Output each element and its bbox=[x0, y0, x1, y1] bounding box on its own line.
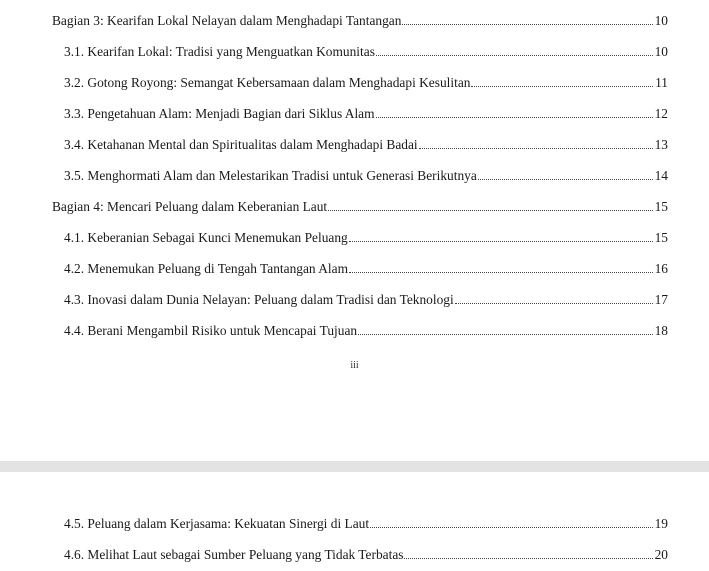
toc-entry-3-4[interactable] bbox=[64, 137, 668, 153]
toc-leader-dots bbox=[328, 210, 652, 211]
toc-entry-page: 12 bbox=[654, 106, 668, 121]
toc-leader-dots bbox=[471, 86, 653, 87]
toc-leader-dots bbox=[455, 303, 653, 304]
toc-entry-title: 3.5. Menghormati Alam dan Melestarikan Tradisi untuk Generasi Berikutnya bbox=[64, 168, 477, 183]
toc-entry-4-5[interactable] bbox=[64, 516, 668, 532]
page-number: iii bbox=[350, 360, 359, 371]
toc-leader-dots bbox=[358, 334, 653, 335]
toc-entry-page: 13 bbox=[654, 137, 668, 152]
toc-leader-dots bbox=[478, 179, 653, 180]
toc-page-bottom bbox=[0, 472, 709, 571]
toc-entry-title: 3.1. Kearifan Lokal: Tradisi yang Menguatkan Komunitas bbox=[64, 44, 375, 59]
toc-leader-dots bbox=[419, 148, 653, 149]
toc-leader-dots bbox=[404, 558, 652, 559]
toc-leader-dots bbox=[376, 55, 653, 56]
toc-entry-title: 4.4. Berani Mengambil Risiko untuk Mencapai Tujuan bbox=[64, 323, 358, 338]
toc-entry-3-1[interactable] bbox=[64, 44, 668, 60]
toc-entry-title: 4.5. Peluang dalam Kerjasama: Kekuatan Sinergi di Laut bbox=[64, 516, 370, 531]
toc-entry-4-6[interactable] bbox=[64, 547, 668, 563]
toc-entry-bagian-3[interactable] bbox=[52, 13, 668, 29]
toc-entry-4-3[interactable] bbox=[64, 292, 668, 308]
toc-entry-page: 15 bbox=[654, 199, 668, 214]
toc-leader-dots bbox=[402, 24, 652, 25]
toc-entry-page: 20 bbox=[654, 547, 668, 562]
toc-leader-dots bbox=[349, 272, 653, 273]
toc-entry-page: 16 bbox=[654, 261, 668, 276]
toc-entry-page: 15 bbox=[654, 230, 668, 245]
toc-leader-dots bbox=[376, 117, 653, 118]
toc-entry-bagian-4[interactable] bbox=[52, 199, 668, 215]
toc-entry-title: 4.2. Menemukan Peluang di Tengah Tantangan Alam bbox=[64, 261, 348, 276]
toc-entry-3-3[interactable] bbox=[64, 106, 668, 122]
toc-entry-3-2[interactable] bbox=[64, 75, 668, 91]
toc-entry-title: Bagian 3: Kearifan Lokal Nelayan dalam Menghadapi Tantangan bbox=[52, 13, 402, 28]
toc-entry-page: 10 bbox=[654, 13, 668, 28]
toc-entry-3-5[interactable] bbox=[64, 168, 668, 184]
toc-entry-title: 3.2. Gotong Royong: Semangat Kebersamaan dalam Menghadapi Kesulitan bbox=[64, 75, 471, 90]
page-separator bbox=[0, 461, 709, 472]
toc-entry-page: 10 bbox=[654, 44, 668, 59]
toc-entry-4-2[interactable] bbox=[64, 261, 668, 277]
toc-entry-page: 18 bbox=[654, 323, 668, 338]
toc-entry-title: Bagian 4: Mencari Peluang dalam Keberanian Laut bbox=[52, 199, 328, 214]
toc-leader-dots bbox=[370, 527, 653, 528]
toc-entry-page: 14 bbox=[654, 168, 668, 183]
toc-entry-page: 17 bbox=[654, 292, 668, 307]
toc-entry-title: 3.3. Pengetahuan Alam: Menjadi Bagian dari Siklus Alam bbox=[64, 106, 375, 121]
toc-entry-4-1[interactable] bbox=[64, 230, 668, 246]
toc-leader-dots bbox=[349, 241, 653, 242]
toc-entry-title: 3.4. Ketahanan Mental dan Spiritualitas dalam Menghadapi Badai bbox=[64, 137, 418, 152]
toc-entry-title: 4.1. Keberanian Sebagai Kunci Menemukan Peluang bbox=[64, 230, 348, 245]
toc-entry-title: 4.3. Inovasi dalam Dunia Nelayan: Peluang dalam Tradisi dan Teknologi bbox=[64, 292, 454, 307]
toc-entry-title: 4.6. Melihat Laut sebagai Sumber Peluang yang Tidak Terbatas bbox=[64, 547, 404, 562]
toc-entry-page: 11 bbox=[655, 75, 668, 90]
toc-entry-page: 19 bbox=[654, 516, 668, 531]
toc-entry-4-4[interactable] bbox=[64, 323, 668, 339]
